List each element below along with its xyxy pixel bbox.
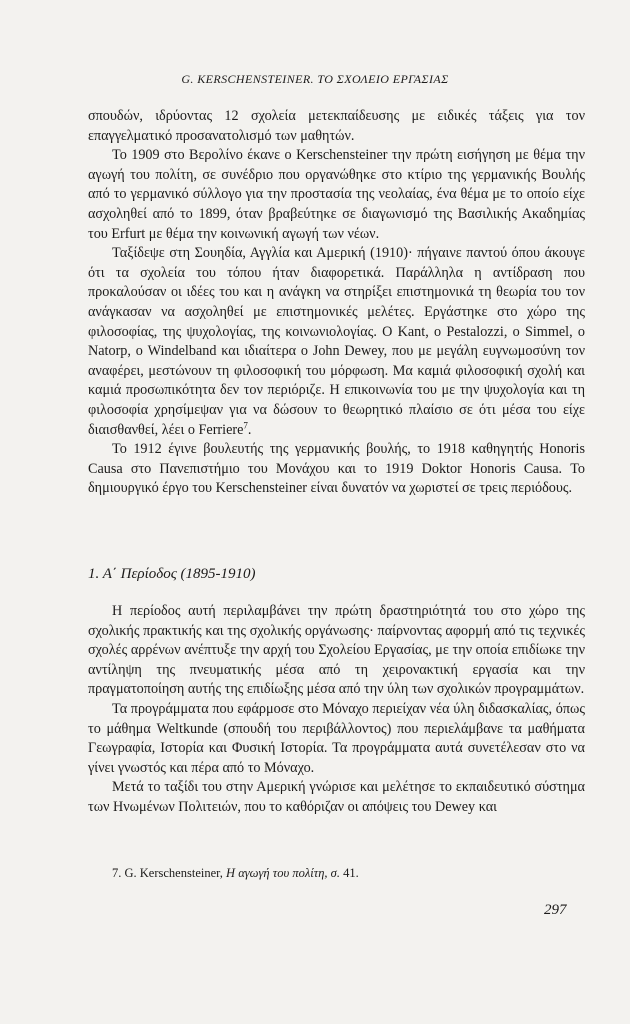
paragraph: Τα προγράμματα που εφάρμοσε στο Μόναχο περιείχαν νέα ύλη διδασκαλίας, όπως το μάθημα Weltkunde (σπουδή του περιβάλλοντος) που περιελάμβανε τα μαθήματα Γεωγραφία, Ιστορία και Φυσική Ιστορία. Τα προγράμματα αυτά συνετέλεσαν στο να γίνει γνωστός και πέρα από το Μόναχο. (88, 700, 585, 776)
running-head: G. KERSCHENSTEINER. ΤΟ ΣΧΟΛΕΙΟ ΕΡΓΑΣΙΑΣ (181, 72, 449, 86)
paragraph: Το 1909 στο Βερολίνο έκανε ο Kerschensteiner την πρώτη εισήγηση με θέμα την αγωγή του πολίτη, σε συνέδριο που οργανώθηκε στο κτίριο της γερμανικής Βουλής από το γερμανικό σύλλογο για την προστασία της νεολαίας, ένα θέμα με το οποίο είχε ασχοληθεί από το 1899, όταν βραβεύτηκε σε διαγωνισμό της Βασιλικής Ακαδημίας του Erfurt με θέμα την κοινωνική αγωγή των νέων. (88, 147, 585, 242)
paragraph: σπουδών, ιδρύοντας 12 σχολεία μετεκπαίδευσης με ειδικές τάξεις για τον επαγγελματικό προσανατολισμό των μαθητών. (88, 108, 585, 144)
paragraph: Μετά το ταξίδι του στην Αμερική γνώρισε και μελέτησε το εκπαιδευτικό σύστημα των Ηνωμένων Πολιτειών, που το καθόριζαν οι απόψεις του Dewey και (88, 779, 585, 815)
page-number: 297 (544, 902, 567, 918)
paragraph-text: Ταξίδεψε στη Σουηδία, Αγγλία και Αμερική (1910)· πήγαινε παντού όπου άκουγε ότι τα σχολεία του τόπου ήταν διαφορετικά. Παράλληλα η αντίδραση που προκαλούσαν οι ιδέες του και η ανάγκη να στηρίξει επιστημονικά τη θεωρία του τον ανάγκασαν να ασχοληθεί με επιστημονικές μελέτες. Εργάστηκε στο χώρο της φιλοσοφίας, της ψυχολογίας, της κοινωνιολογίας. Ο Kant, ο Pestalozzi, ο Simmel, ο Natorp, ο Windelband και ιδιαίτερα ο John Dewey, που με μεγάλη ευγνωμοσύνη τον αναφέρει, μεστώνουν τη φιλοσοφική του μόρφωση. Μα καμιά φιλοσοφική σχολή και καμιά προσωπικότητα δεν τον περιόριζε. Η επικοινωνία του με την ψυχολογία και τη φιλοσοφία χρησίμεψαν για να δώσουν το θεωρητικό πλαίσιο σε ότι μέσα του είχε διαισθανθεί, λέει ο Ferriere (88, 245, 585, 438)
footnote-title: Η αγωγή του πολίτη, σ. (226, 866, 340, 880)
footnote-reference-tail: . (247, 421, 252, 438)
paragraph: Το 1912 έγινε βουλευτής της γερμανικής βουλής, το 1918 καθηγητής Honoris Causa στο Πανεπιστήμιο του Μονάχου και το 1919 Doktor Honoris Causa. Το δημιουργικό έργο του Kerschensteiner είναι δυνατόν να χωριστεί σε τρεις περιόδους. (88, 441, 585, 497)
footnote-reference: 7 (243, 419, 248, 430)
paragraph: Η περίοδος αυτή περιλαμβάνει την πρώτη δραστηριότητά του στο χώρο της σχολικής πρακτικής και της σχολικής οργάνωσης· παίρνοντας αφορμή από τις τεχνικές σχολές αρρένων ανέπτυξε την αρχή του Σχολείου Εργασίας, με την οποία επιδίωκε την αντίληψη της πνευματικής μέσα από τη χειρονακτική εργασία και την πραγματοποίηση αυτής της επιδίωξης μέσα από την ύλη των σχολικών προγραμμάτων. (88, 603, 585, 698)
body-text (88, 107, 585, 499)
footnote-number: 7. (112, 866, 122, 880)
paragraph (88, 244, 585, 440)
footnote (112, 866, 582, 881)
footnote-author: G. Kerschensteiner, (124, 866, 223, 880)
section-heading: 1. Α΄ Περίοδος (1895-1910) (88, 566, 256, 582)
section-text (88, 602, 585, 818)
footnote-page: 41. (343, 866, 359, 880)
